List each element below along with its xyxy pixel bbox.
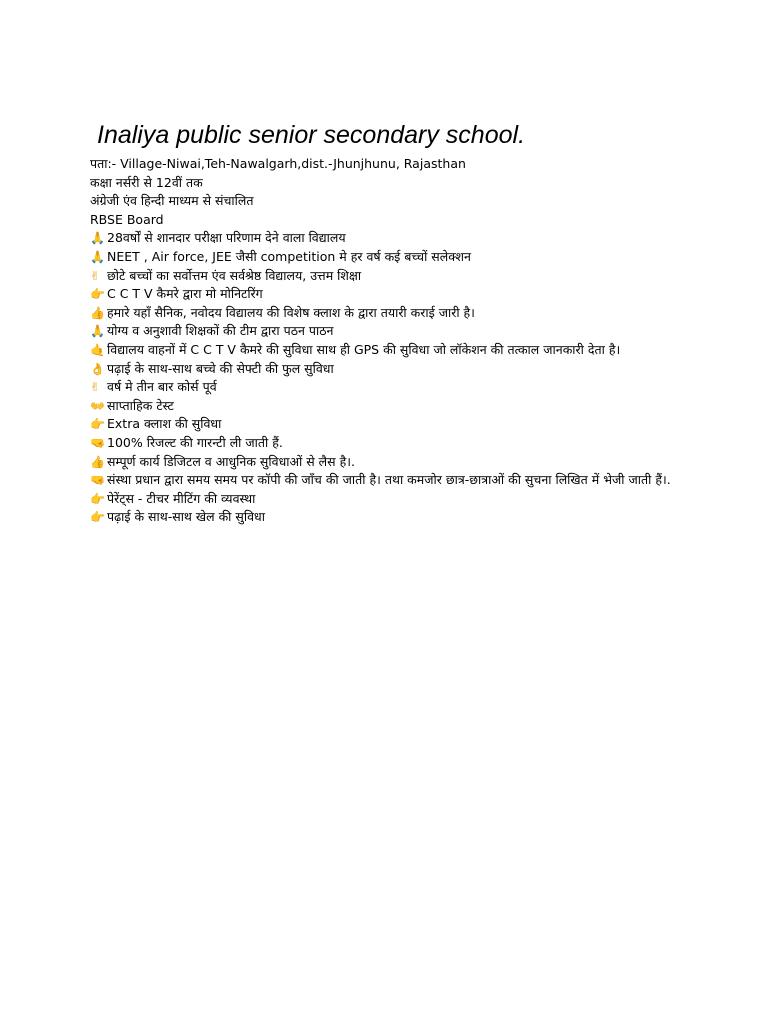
feature-item	[90, 322, 680, 341]
feature-text: योग्य व अनुशावी शिक्षकों की टीम द्वारा पठन पाठन	[107, 323, 334, 339]
board-line: RBSE Board	[90, 211, 164, 227]
fist-icon: 🤜	[90, 473, 105, 488]
pointing-right-icon: 👉	[90, 417, 105, 432]
feature-text: NEET , Air force, JEE जैसी competition मे हर वर्ष कई बच्चों सलेक्शन	[107, 248, 471, 264]
feature-item	[90, 471, 680, 490]
victory-hand-icon: ✌	[90, 380, 101, 395]
feature-text: साप्ताहिक टेस्ट	[107, 397, 174, 413]
address-line: पता:- Village-Niwai,Teh-Nawalgarh,dist.-Jhunjhunu, Rajasthan	[90, 156, 466, 171]
feature-list	[90, 229, 680, 527]
feature-text: वर्ष मे तीन बार कोर्स पूर्व	[107, 379, 217, 395]
feature-item	[90, 285, 680, 304]
ok-hand-icon: 👌	[90, 361, 105, 376]
feature-text: विद्यालय वाहनों में C C T V कैमरे की सुविधा साथ ही GPS की सुविधा जो लॉकेशन की तत्काल जानकारी देता है।	[107, 341, 621, 357]
feature-text: पढ़ाई के साथ-साथ खेल की सुविधा	[107, 509, 265, 525]
feature-text: पढ़ाई के साथ-साथ बच्चे की सेफ्टी की फुल सुविधा	[107, 360, 334, 376]
feature-text: C C T V कैमरे द्वारा मो मोनिटरिंग	[107, 286, 263, 302]
folded-hands-icon: 🙏	[90, 324, 105, 339]
feature-item	[90, 508, 680, 527]
folded-hands-icon: 🙏	[90, 231, 105, 246]
medium-line: अंग्रेजी एंव हिन्दी माध्यम से संचालित	[90, 193, 254, 209]
feature-item	[90, 434, 680, 453]
feature-item	[90, 229, 680, 248]
feature-item	[90, 341, 680, 360]
feature-item	[90, 415, 680, 434]
feature-item	[90, 304, 680, 323]
classes-line: कक्षा नर्सरी से 12वीं तक	[90, 174, 203, 190]
feature-item	[90, 397, 680, 416]
pointing-right-icon: 👉	[90, 491, 105, 506]
folded-hands-icon: 🙏	[90, 249, 105, 264]
feature-text: हमारे यहाँ सैनिक, नवोदय विद्यालय की विशेष क्लाश के द्वारा तयारी कराई जारी है।	[107, 304, 475, 320]
feature-text: Extra क्लाश की सुविधा	[107, 416, 222, 432]
pointing-right-icon: 👉	[90, 510, 105, 525]
call-me-hand-icon: 🤙	[90, 342, 105, 357]
feature-item	[90, 490, 680, 509]
feature-text: छोटे बच्चों का सर्वोत्तम एंव सर्वश्रेष्ठ विद्यालय, उत्तम शिक्षा	[107, 267, 362, 283]
feature-item	[90, 378, 680, 397]
feature-text: 100% रिजल्ट की गारन्टी ली जाती हैं.	[107, 434, 283, 450]
pointing-right-icon: 👉	[90, 287, 105, 302]
fist-icon: 🤜	[90, 435, 105, 450]
open-hands-icon: 👐	[90, 398, 105, 413]
feature-item	[90, 453, 680, 472]
feature-text: संस्था प्रधान द्वारा समय समय पर कॉपी की जाँच की जाती है। तथा कमजोर छात्र-छात्राओं की सुचना लिखित में भेजी जाती हैं।.	[107, 472, 671, 488]
feature-text: सम्पूर्ण कार्य डिजिटल व आधुनिक सुविधाओं से लैस है।.	[107, 453, 355, 469]
document-body	[90, 155, 680, 527]
feature-text: पेरेंट्स - टीचर मीटिंग की व्यवस्था	[107, 490, 256, 506]
thumbs-up-icon: 👍	[90, 454, 105, 469]
feature-item	[90, 248, 680, 267]
feature-item	[90, 267, 680, 286]
victory-hand-icon: ✌	[90, 268, 101, 283]
feature-text: 28वर्षों से शानदार परीक्षा परिणाम देने वाला विद्यालय	[107, 230, 346, 246]
feature-item	[90, 360, 680, 379]
thumbs-up-icon: 👍	[90, 305, 105, 320]
school-title: Inaliya public senior secondary school.	[97, 121, 526, 149]
